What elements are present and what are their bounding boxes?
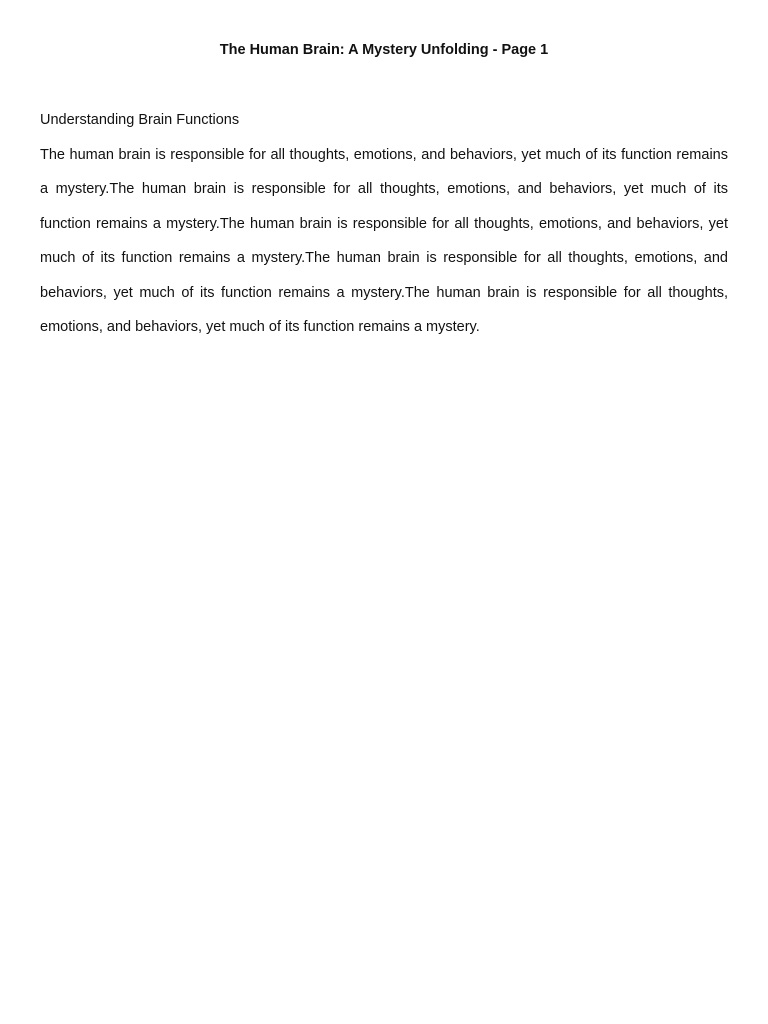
body-paragraph: The human brain is responsible for all thoughts, emotions, and behaviors, yet much of its function remains a mystery.The human brain is responsible for all thoughts, emotions, and behaviors, yet much of its function remains a mystery.The human brain is responsible for all thoughts, emotions, and behaviors, yet much of its function remains a mystery.The human brain is responsible for all thoughts, emotions, and behaviors, yet much of its function remains a mystery.The human brain is responsible for all thoughts, emotions, and behaviors, yet much of its function remains a mystery. xyxy=(40,147,728,336)
section-heading: Understanding Brain Functions xyxy=(40,112,240,128)
page-title: The Human Brain: A Mystery Unfolding - Page 1 xyxy=(219,42,549,58)
